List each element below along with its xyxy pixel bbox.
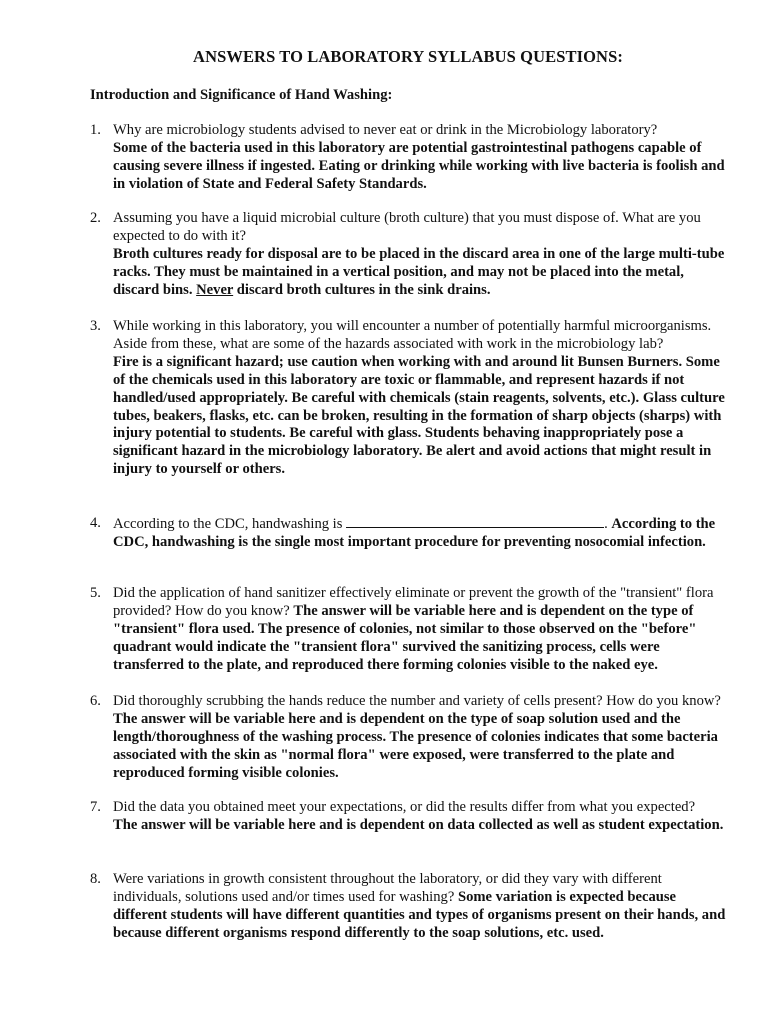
item-body [113,210,728,300]
item-body [113,585,728,675]
question-text: Did the application of hand sanitizer effectively eliminate or prevent the growth of the "transient" flora provided? How do you know? [113,585,714,619]
answer-text: Some variation is expected because different students will have different quantities and types of organisms present on their hands, and because different organisms respond differently to the soap solutions, etc. used. [113,888,726,941]
answer-text-part1: Broth cultures ready for disposal are to be placed in the discard area in one of the large multi-tube racks. They must be maintained in a vertical position, and may not be placed into the metal, discard bins. [113,245,725,298]
item-number: 6. [90,693,101,709]
item-body [113,515,728,552]
item-number: 4. [90,515,101,531]
item-body [113,693,728,783]
item-number: 2. [90,210,101,226]
fill-in-blank [346,515,604,528]
question-end: . [604,516,608,532]
question-text: While working in this laboratory, you will encounter a number of potentially harmful microorganisms. Aside from these, what are some of the hazards associated with work in the microbiology lab? [113,318,712,352]
item-body [113,871,728,943]
page-title: ANSWERS TO LABORATORY SYLLABUS QUESTIONS: [193,47,623,66]
item-body [113,122,728,194]
answer-text: The answer will be variable here and is dependent on the type of "transient" flora used. The presence of colonies, not similar to those observed on the "before" quadrant would indicate the "transient flora" survived the sanitizing process, cells were transferred to the plate, and reproduced there forming colonies visible to the naked eye. [113,602,697,673]
item-number: 8. [90,871,101,887]
item-number: 3. [90,318,101,334]
question-text: Were variations in growth consistent throughout the laboratory, or did they vary with different individuals, solutions used and/or times used for washing? [113,871,662,905]
answer-text: The answer will be variable here and is dependent on data collected as well as student expectation. [113,816,724,833]
answer-text: According to the CDC, handwashing is the single most important procedure for preventing nosocomial infection. [113,516,716,550]
item-number: 5. [90,585,101,601]
item-body [113,318,728,479]
answer-text [113,246,724,298]
answer-text: The answer will be variable here and is dependent on the type of soap solution used and the length/thoroughness of the washing process. The presence of colonies indicates that some bacteria associated with the skin as "normal flora" were exposed, were transferred to the plate and reproduced forming visible colonies. [113,710,718,781]
answer-underlined-word: Never [196,281,234,298]
answer-text-part2: discard broth cultures in the sink drains. [233,281,491,298]
answer-text: Fire is a significant hazard; use caution when working with and around lit Bunsen Burners. Some of the chemicals used in this laboratory are toxic or flammable, and represent hazards if not handled/used appropriately. Be careful with chemicals (stain reagents, solvents, etc.). Glass culture tubes, beakers, flasks, etc. can be broken, resulting in the formation of sharp objects (sharps) with injury potential to students. Be careful with glass. Students behaving inappropriately pose a significant hazard in the microbiology laboratory. Be alert and avoid actions that might result in injury to yourself or others. [113,353,725,478]
question-text: Why are microbiology students advised to never eat or drink in the Microbiology laboratory? [113,122,658,138]
question-text: Did the data you obtained meet your expectations, or did the results differ from what you expected? [113,799,696,815]
answer-text: Some of the bacteria used in this laboratory are potential gastrointestinal pathogens capable of causing severe illness if ingested. Eating or drinking while working with live bacteria is foolish and in violation of State and Federal Safety Standards. [113,139,725,192]
section-heading: Introduction and Significance of Hand Washing: [90,87,393,103]
item-number: 7. [90,799,101,815]
item-body [113,799,728,835]
question-text: Did thoroughly scrubbing the hands reduce the number and variety of cells present? How do you know? [113,693,721,709]
item-number: 1. [90,122,101,138]
question-text: Assuming you have a liquid microbial culture (broth culture) that you must dispose of. What are you expected to do with it? [113,210,701,244]
question-text: According to the CDC, handwashing is [113,516,343,532]
